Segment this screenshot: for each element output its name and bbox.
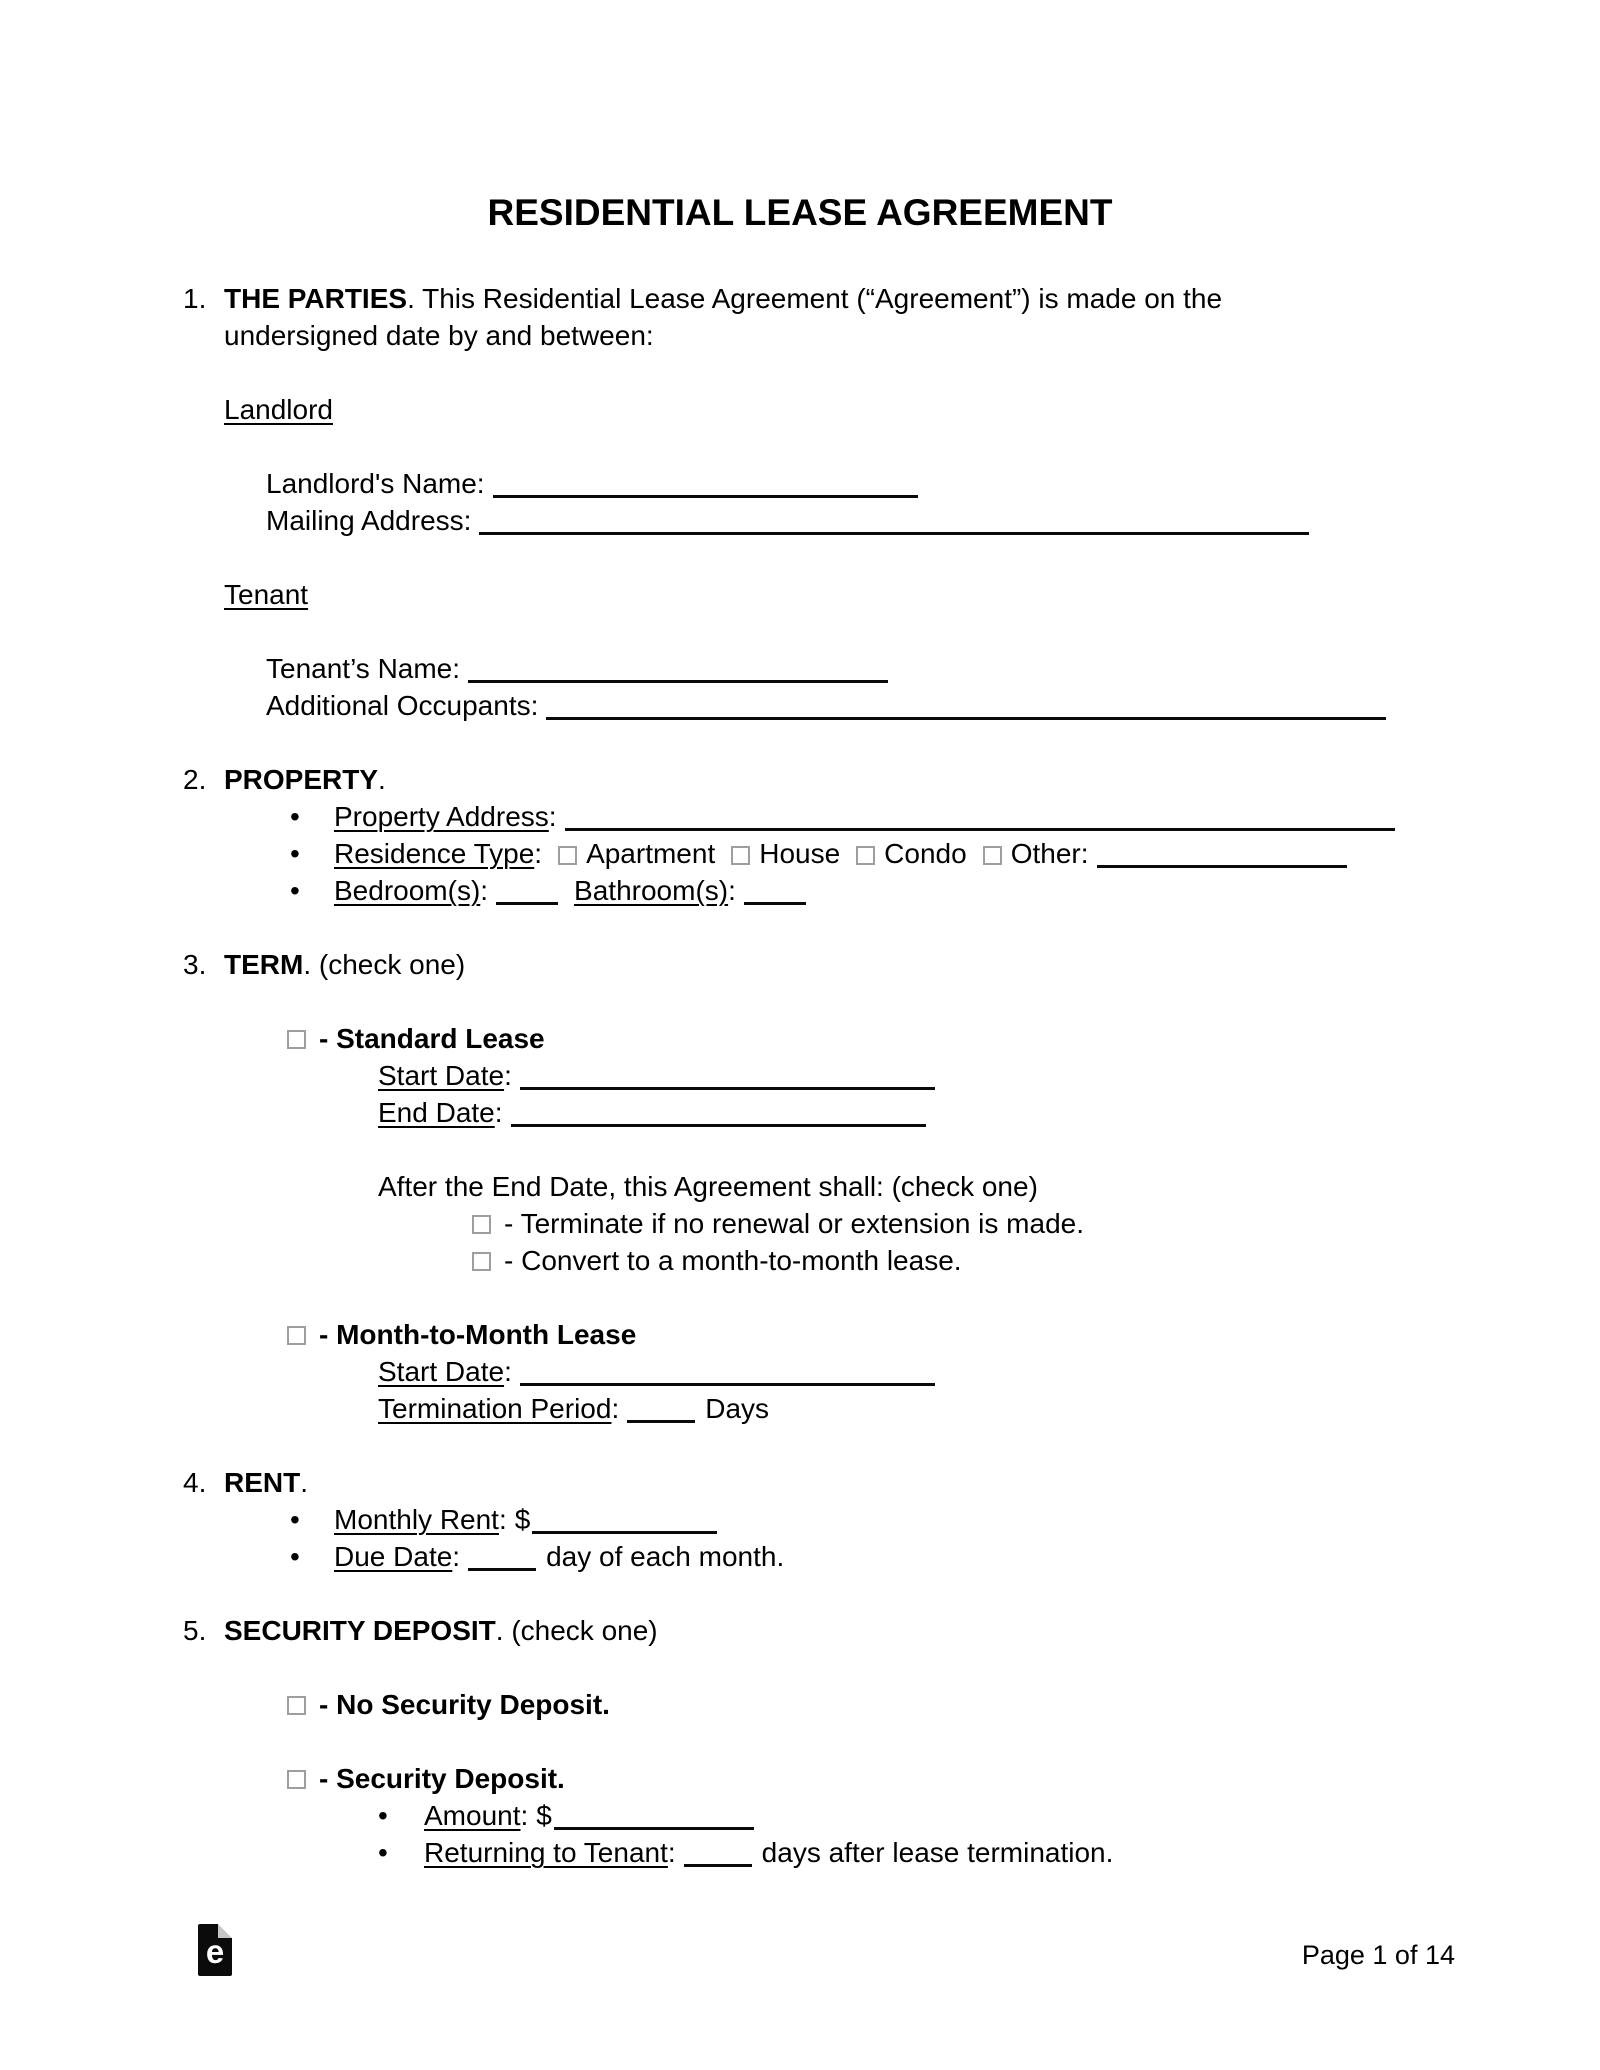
returning-days-blank[interactable] xyxy=(684,1842,752,1867)
standard-end-date-label: End Date xyxy=(378,1097,495,1128)
security-deposit-row xyxy=(0,1760,1600,1797)
tenant-subheading: Tenant xyxy=(224,579,309,610)
landlord-name-blank[interactable] xyxy=(493,473,918,498)
standard-lease-row xyxy=(0,1020,1600,1057)
checkbox-no-security-deposit[interactable] xyxy=(287,1696,306,1715)
colon-separator: : xyxy=(534,838,543,869)
bullet-icon: • xyxy=(378,1837,388,1868)
parties-section-number: 1. xyxy=(183,283,207,314)
termination-period-row xyxy=(0,1390,1600,1427)
property-address-label: Property Address xyxy=(334,801,549,832)
property-section-number: 2. xyxy=(183,764,207,795)
deposit-heading-line xyxy=(0,1612,1600,1649)
checkbox-house[interactable] xyxy=(731,846,750,865)
standard-start-date-blank[interactable] xyxy=(520,1065,935,1090)
colon-separator: : xyxy=(548,801,557,832)
no-security-deposit-label: - No Security Deposit. xyxy=(319,1689,610,1720)
bullet-icon: • xyxy=(290,875,300,906)
parties-heading-line xyxy=(0,280,1600,317)
standard-lease-label: - Standard Lease xyxy=(319,1023,545,1054)
tenant-name-label: Tenant’s Name: xyxy=(266,653,461,684)
bullet-icon: • xyxy=(290,801,300,832)
term-heading-suffix: . (check one) xyxy=(303,949,466,980)
deposit-section-heading: SECURITY DEPOSIT xyxy=(224,1615,496,1646)
days-suffix: Days xyxy=(705,1393,770,1424)
colon-separator: : xyxy=(504,1356,512,1387)
house-option-label: House xyxy=(759,838,841,869)
deposit-amount-label: Amount xyxy=(424,1800,521,1831)
termination-period-label: Termination Period xyxy=(378,1393,612,1424)
checkbox-condo[interactable] xyxy=(856,846,875,865)
property-heading-line xyxy=(0,761,1600,798)
monthly-rent-row xyxy=(0,1501,1600,1538)
additional-occupants-blank[interactable] xyxy=(546,695,1386,720)
monthly-rent-label: Monthly Rent xyxy=(334,1504,499,1535)
eforms-logo-icon xyxy=(198,1924,232,1976)
apartment-option-label: Apartment xyxy=(586,838,716,869)
deposit-amount-blank[interactable] xyxy=(554,1805,754,1830)
page-number: Page 1 of 14 xyxy=(1301,1940,1455,1970)
additional-occupants-label: Additional Occupants: xyxy=(266,690,539,721)
mailing-address-label: Mailing Address: xyxy=(266,505,472,536)
checkbox-month-to-month[interactable] xyxy=(287,1326,306,1345)
standard-end-date-row xyxy=(0,1094,1600,1131)
other-residence-blank[interactable] xyxy=(1097,843,1347,868)
m2m-start-date-blank[interactable] xyxy=(520,1361,935,1386)
colon-separator: : xyxy=(494,1097,503,1128)
standard-start-date-row xyxy=(0,1057,1600,1094)
bathrooms-label: Bathroom(s) xyxy=(574,875,729,906)
document-title: RESIDENTIAL LEASE AGREEMENT xyxy=(487,192,1113,233)
bullet-icon: • xyxy=(290,1541,300,1572)
returning-suffix: days after lease termination. xyxy=(761,1837,1114,1868)
due-date-blank[interactable] xyxy=(468,1546,536,1571)
eforms-logo-letter: e xyxy=(205,1933,225,1970)
checkbox-standard-lease[interactable] xyxy=(287,1030,306,1049)
terminate-option-label: - Terminate if no renewal or extension is made. xyxy=(504,1208,1084,1239)
additional-occupants-row xyxy=(0,687,1600,724)
bathrooms-blank[interactable] xyxy=(744,880,806,905)
due-date-label: Due Date xyxy=(334,1541,453,1572)
colon-separator: : xyxy=(667,1837,676,1868)
parties-intro-line1: . This Residential Lease Agreement (“Agreement”) is made on the xyxy=(407,283,1223,314)
landlord-subheading: Landlord xyxy=(224,394,333,425)
colon-separator: : xyxy=(520,1800,529,1831)
bedrooms-blank[interactable] xyxy=(496,880,558,905)
deposit-heading-suffix: . (check one) xyxy=(495,1615,658,1646)
checkbox-apartment[interactable] xyxy=(558,846,577,865)
landlord-name-row xyxy=(0,465,1600,502)
colon-separator: : xyxy=(452,1541,461,1572)
mailing-address-row xyxy=(0,502,1600,539)
due-date-row xyxy=(0,1538,1600,1575)
terminate-option-row xyxy=(0,1205,1600,1242)
termination-period-blank[interactable] xyxy=(627,1398,695,1423)
property-address-row xyxy=(0,798,1600,835)
residence-type-row xyxy=(0,835,1600,872)
checkbox-terminate[interactable] xyxy=(472,1215,491,1234)
mailing-address-blank[interactable] xyxy=(479,510,1309,535)
term-section-heading: TERM xyxy=(224,949,304,980)
deposit-amount-row xyxy=(0,1797,1600,1834)
rent-heading-suffix: . xyxy=(300,1467,309,1498)
rent-section-number: 4. xyxy=(183,1467,207,1498)
bullet-icon: • xyxy=(378,1800,388,1831)
deposit-section-number: 5. xyxy=(183,1615,207,1646)
property-heading-suffix: . xyxy=(378,764,386,795)
colon-separator: : xyxy=(728,875,736,906)
standard-start-date-label: Start Date xyxy=(378,1060,505,1091)
convert-option-row xyxy=(0,1242,1600,1279)
condo-option-label: Condo xyxy=(884,838,967,869)
colon-separator: : xyxy=(504,1060,512,1091)
checkbox-other[interactable] xyxy=(983,846,1002,865)
rent-section-heading: RENT xyxy=(224,1467,301,1498)
no-security-deposit-row xyxy=(0,1686,1600,1723)
dollar-sign: $ xyxy=(536,1800,552,1831)
returning-to-tenant-row xyxy=(0,1834,1600,1871)
convert-option-label: - Convert to a month-to-month lease. xyxy=(504,1245,962,1276)
standard-end-date-blank[interactable] xyxy=(511,1102,926,1127)
landlord-name-label: Landlord's Name: xyxy=(266,468,485,499)
term-heading-line xyxy=(0,946,1600,983)
property-section-heading: PROPERTY xyxy=(224,764,379,795)
month-to-month-label: - Month-to-Month Lease xyxy=(319,1319,637,1350)
residence-type-label: Residence Type xyxy=(334,838,535,869)
checkbox-security-deposit[interactable] xyxy=(287,1770,306,1789)
parties-section-heading: THE PARTIES xyxy=(224,283,408,314)
bedrooms-label: Bedroom(s) xyxy=(334,875,481,906)
due-date-suffix: day of each month. xyxy=(546,1541,785,1572)
after-end-date-note: After the End Date, this Agreement shall: (check one) xyxy=(378,1171,1038,1202)
parties-intro-line2: undersigned date by and between: xyxy=(224,320,654,351)
dollar-sign: $ xyxy=(514,1504,531,1535)
m2m-start-date-label: Start Date xyxy=(378,1356,505,1387)
m2m-start-date-row xyxy=(0,1353,1600,1390)
rent-heading-line xyxy=(0,1464,1600,1501)
monthly-rent-blank[interactable] xyxy=(532,1509,717,1534)
tenant-name-blank[interactable] xyxy=(468,658,888,683)
bedrooms-bathrooms-row xyxy=(0,872,1600,909)
month-to-month-row xyxy=(0,1316,1600,1353)
bullet-icon: • xyxy=(290,838,300,869)
term-section-number: 3. xyxy=(183,949,207,980)
bullet-icon: • xyxy=(290,1504,300,1535)
security-deposit-label: - Security Deposit. xyxy=(319,1763,565,1794)
property-address-blank[interactable] xyxy=(565,806,1395,831)
colon-separator: : xyxy=(498,1504,507,1535)
other-option-label: Other: xyxy=(1010,838,1089,869)
colon-separator: : xyxy=(611,1393,620,1424)
tenant-name-row xyxy=(0,650,1600,687)
checkbox-convert-month-to-month[interactable] xyxy=(472,1252,491,1271)
colon-separator: : xyxy=(480,875,489,906)
returning-label: Returning to Tenant xyxy=(424,1837,668,1868)
